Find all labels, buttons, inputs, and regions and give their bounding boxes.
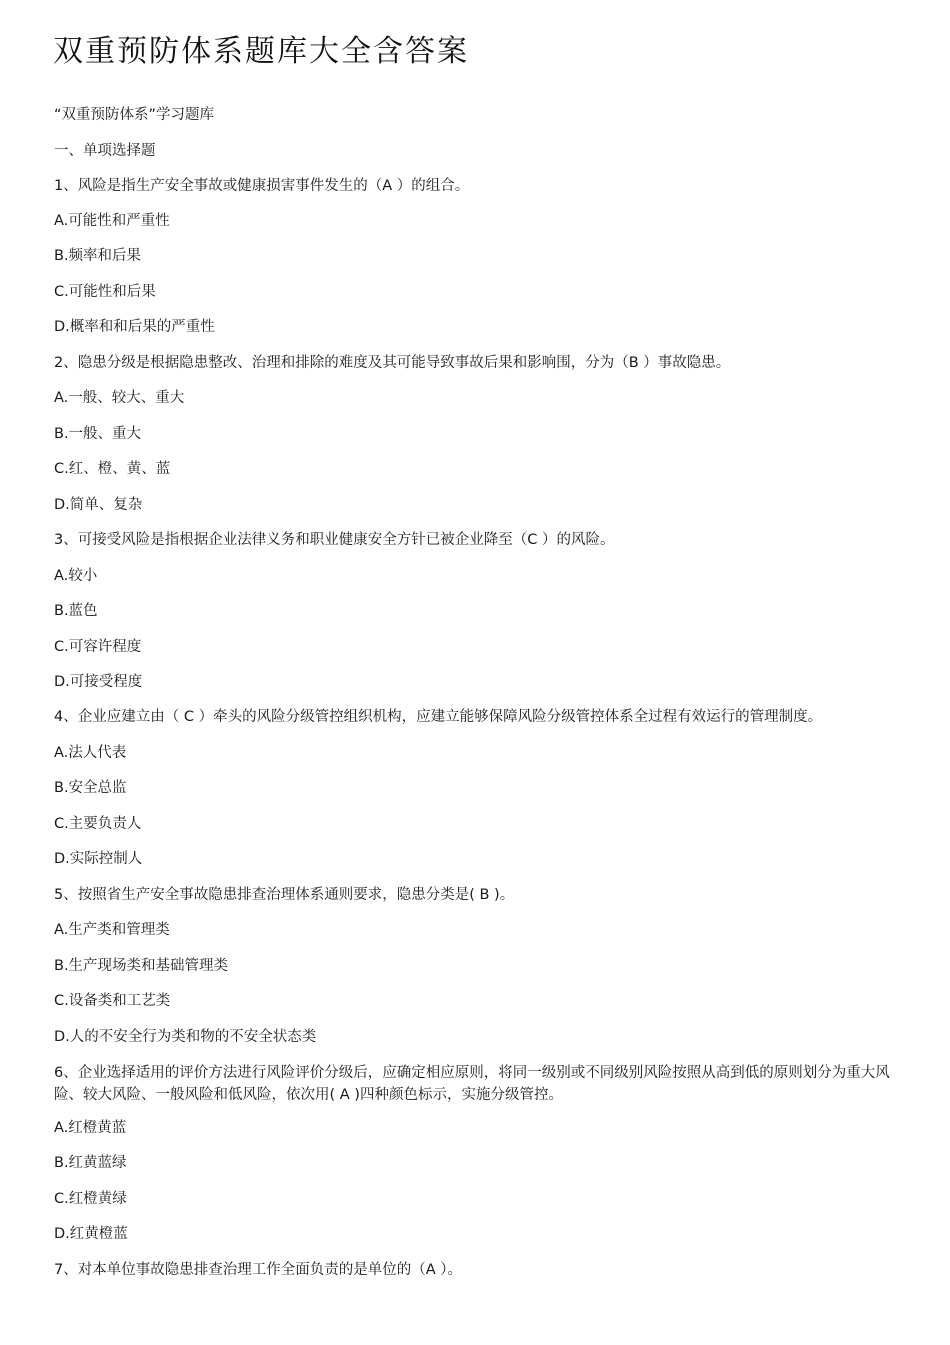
question-option: C.设备类和工艺类 — [54, 993, 171, 1009]
question-option: B.频率和后果 — [54, 248, 142, 264]
question-text: 5、按照省生产安全事故隐患排查治理体系通则要求，隐患分类是( B )。 — [54, 887, 515, 903]
question-option: A.可能性和严重性 — [54, 213, 170, 229]
question-option: A.一般、较大、重大 — [54, 390, 185, 406]
question-option: C.可能性和后果 — [54, 284, 156, 300]
question-text: 3、可接受风险是指根据企业法律义务和职业健康安全方针已被企业降至（C ）的风险。 — [54, 532, 615, 548]
question-text: 4、企业应建立由（ C ）牵头的风险分级管控组织机构，应建立能够保障风险分级管控体系全过程有效运行的管理制度。 — [54, 709, 823, 725]
question-option: C.红、橙、黄、蓝 — [54, 461, 171, 477]
question-option: A.生产类和管理类 — [54, 922, 170, 938]
question-text: 2、隐患分级是根据隐患整改、治理和排除的难度及其可能导致事故后果和影响围，分为（B ）事故隐患。 — [54, 355, 731, 371]
question-option: B.生产现场类和基础管理类 — [54, 958, 229, 974]
question-option: C.主要负责人 — [54, 816, 142, 832]
question-option: A.法人代表 — [54, 745, 127, 761]
question-option: D.概率和和后果的严重性 — [54, 319, 215, 335]
question-option: D.可接受程度 — [54, 674, 143, 690]
question-option: A.较小 — [54, 568, 98, 584]
question-option: C.可容许程度 — [54, 639, 142, 655]
document-title: 双重预防体系题库大全含答案 — [53, 34, 469, 69]
question-option: B.安全总监 — [54, 780, 127, 796]
question-option: B.红黄蓝绿 — [54, 1155, 127, 1171]
document-subtitle: “双重预防体系”学习题库 — [54, 107, 215, 123]
question-text: 7、对本单位事故隐患排查治理工作全面负责的是单位的（A ）。 — [54, 1262, 463, 1278]
section-heading: 一、单项选择题 — [54, 143, 156, 159]
question-option: D.简单、复杂 — [54, 497, 143, 513]
question-option: D.红黄橙蓝 — [54, 1226, 128, 1242]
question-option: D.人的不安全行为类和物的不安全状态类 — [54, 1029, 317, 1045]
question-option: B.一般、重大 — [54, 426, 142, 442]
question-option: C.红橙黄绿 — [54, 1191, 127, 1207]
question-option: A.红橙黄蓝 — [54, 1120, 127, 1136]
question-text: 6、企业选择适用的评价方法进行风险评价分级后，应确定相应原则，将同一级别或不同级别风险按照从高到低的原则划分为重大风险、较大风险、一般风险和低风险，依次用( A )四种颜色标示，实施分级管控。 — [54, 1065, 890, 1103]
question-option: D.实际控制人 — [54, 851, 143, 867]
question-option: B.蓝色 — [54, 603, 98, 619]
question-text: 1、风险是指生产安全事故或健康损害事件发生的（A ）的组合。 — [54, 178, 470, 194]
